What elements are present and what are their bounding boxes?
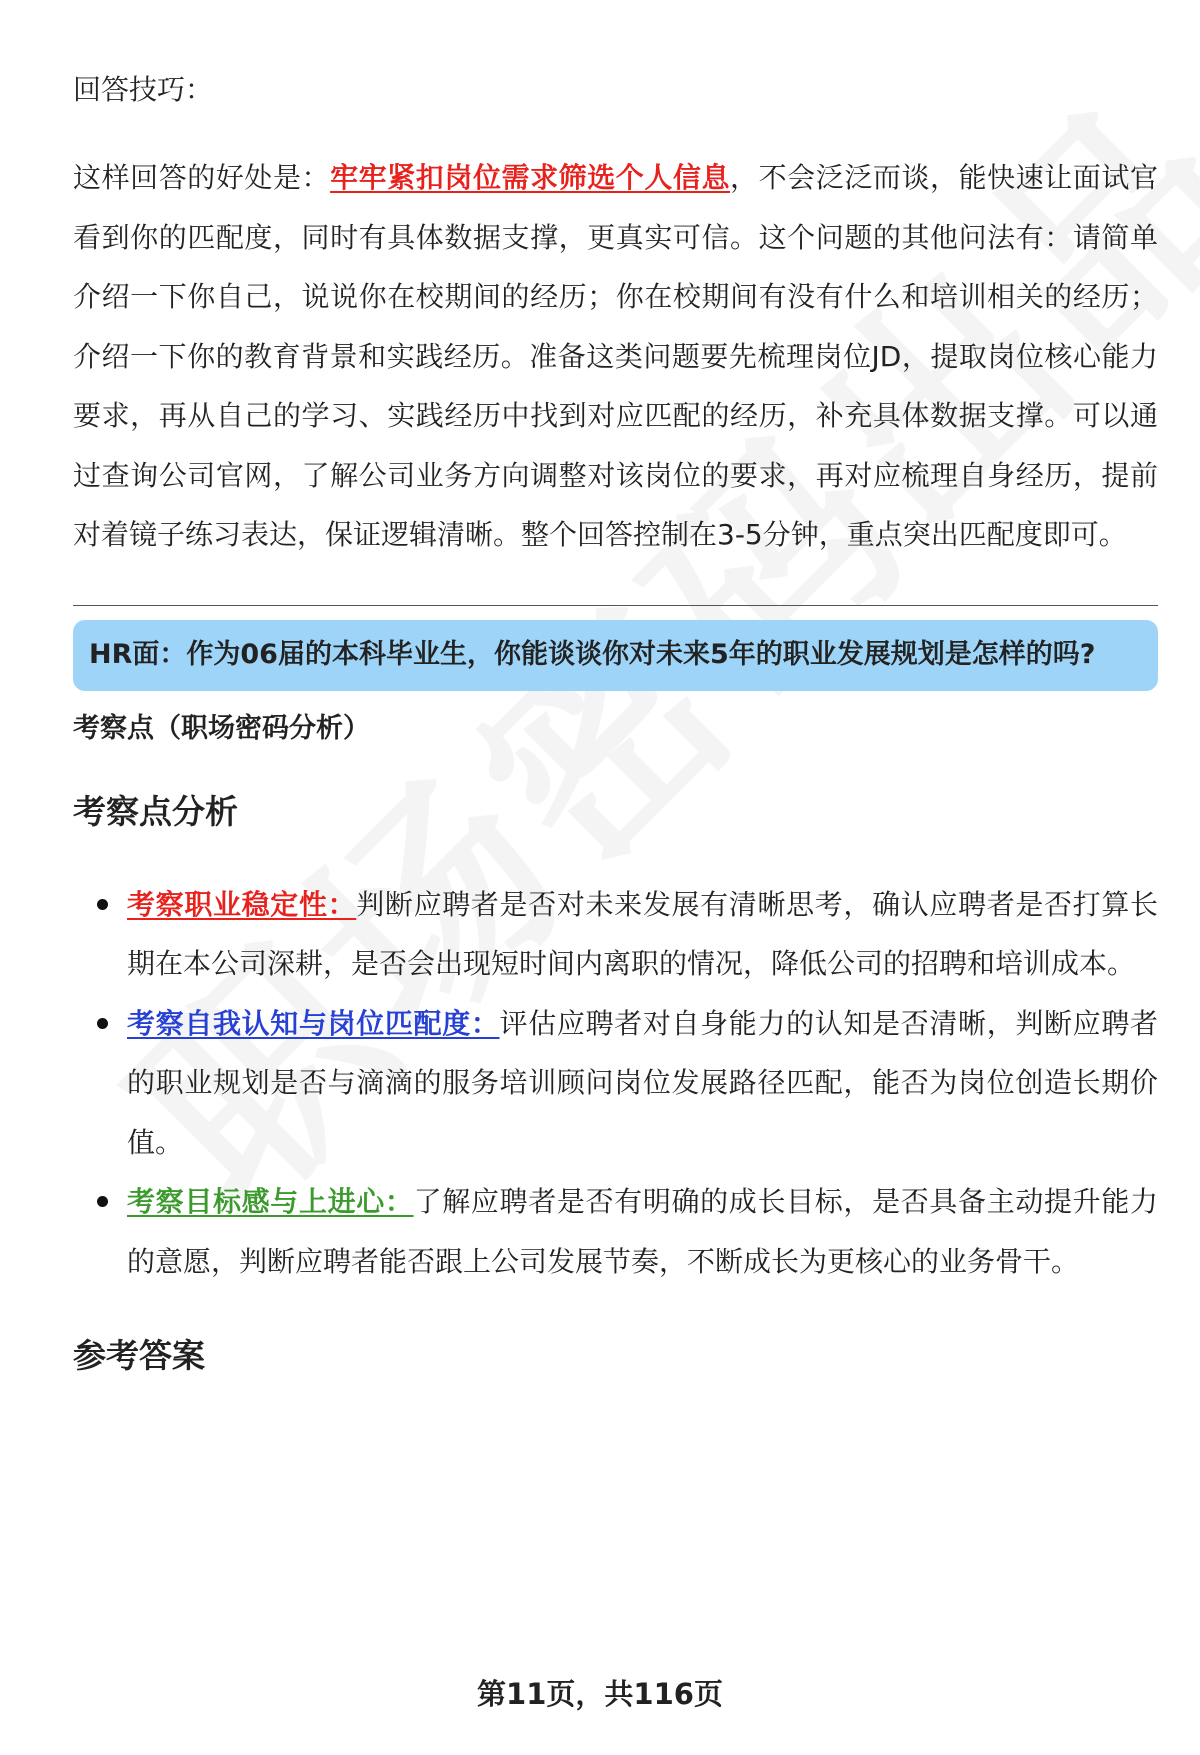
answer-paragraph — [73, 148, 1158, 565]
reference-heading: 参考答案 — [73, 1336, 205, 1375]
list-item — [73, 994, 1158, 1173]
bullet-text: 了解应聘者是否有明确的成长目标，是否具备主动提升能力的意愿，判断应聘者能否跟上公司发展节奏，不断成长为更核心的业务骨干。 — [127, 1185, 1158, 1278]
bullet-key: 考察目标感与上进心： — [127, 1185, 414, 1218]
bullet-icon — [97, 1196, 108, 1207]
page-content — [73, 60, 1158, 1381]
list-item — [73, 1172, 1158, 1291]
bullet-key: 考察职业稳定性： — [127, 887, 357, 921]
bullet-text: 评估应聘者对自身能力的认知是否清晰，判断应聘者的职业规划是否与滴滴的服务培训顾问岗位发展路径匹配，能否为岗位创造长期价值。 — [127, 1006, 1158, 1159]
analysis-heading: 考察点分析 — [73, 791, 238, 831]
analysis-list — [73, 875, 1158, 1292]
list-item — [73, 875, 1158, 994]
section-divider — [73, 605, 1158, 606]
bullet-key: 考察自我认知与岗位匹配度： — [127, 1006, 500, 1040]
exam-point-label: 考察点（职场密码分析） — [73, 712, 370, 744]
bullet-icon — [97, 899, 108, 910]
bullet-text: 判断应聘者是否对未来发展有清晰思考，确认应聘者是否打算长期在本公司深耕，是否会出现短时间内离职的情况，降低公司的招聘和培训成本。 — [127, 887, 1158, 980]
answer-rest: ，不会泛泛而谈，能快速让面试官看到你的匹配度，同时有具体数据支撑，更真实可信。这个问题的其他问法有：请简单介绍一下你自己，说说你在校期间的经历；你在校期间有没有什么和培训相关的经历；介绍一下你的教育背景和实践经历。准备这类问题要先梳理岗位JD，提取岗位核心能力要求，再从自己的学习、实践经历中找到对应匹配的经历，补充具体数据支撑。可以通过查询公司官网，了解公司业务方向调整对该岗位的要求，再对应梳理自身经历，提前对着镜子练习表达，保证逻辑清晰。整个回答控制在3-5分钟，重点突出匹配度即可。 — [73, 161, 1158, 551]
answer-highlight: 牢牢紧扣岗位需求筛选个人信息 — [330, 161, 731, 194]
page-footer: 第11页，共116页 — [477, 1677, 723, 1711]
bullet-icon — [97, 1018, 108, 1029]
question-box: HR面：作为06届的本科毕业生，你能谈谈你对未来5年的职业发展规划是怎样的吗? — [73, 620, 1158, 691]
intro-label: 回答技巧： — [73, 73, 214, 106]
answer-prefix: 这样回答的好处是： — [73, 161, 331, 194]
